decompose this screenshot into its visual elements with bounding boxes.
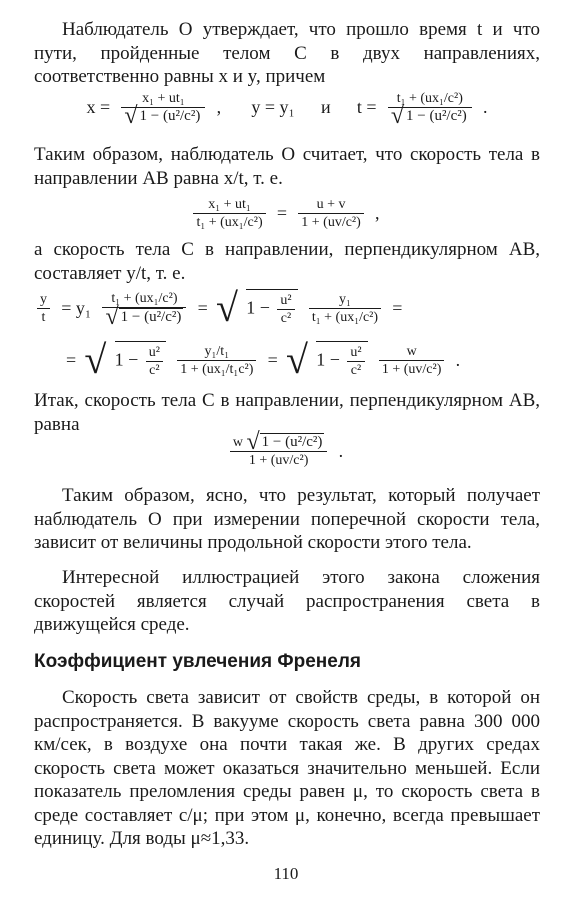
- fraction-1: $\frac{\text{x₁ + ut₁}}{\text{t₁ + (ux₁/c²)}}$: [193, 196, 265, 231]
- fraction-x-denominator: √ 1 − (u²/c²): [124, 103, 201, 130]
- paragraph-conclusion: Таким образом, ясно, что результат, который получает наблюдатель O при измерении поперечной скорости тела, зависит от величины продольной скорости этого тела.: [34, 485, 540, 553]
- sqrt-x-radicand: 1 − (u²/c²): [139, 108, 201, 125]
- fraction-x-numerator: x₁ + ut₁: [121, 90, 205, 108]
- formula-y-eq: y = y₁: [251, 97, 295, 118]
- paragraph-illustration: Интересной иллюстрацией этого закона сложения скоростей является случай распространения света в движущейся среде.: [34, 567, 540, 635]
- formula-transverse-2: = √ 1 − $\frac{\text{u²}}{\text{c²}}$ $\frac{\text{y₁/t₁}}{\text{1 + (ux₁/t₁c²)}}$ = √ 1 − $\frac{\text{u²}}{\text{c²}}$ $\frac{w}{\text{1 + (uv/c²)}}$ .: [66, 337, 461, 382]
- formula-x-lhs: x =: [86, 97, 111, 118]
- paragraph-perpendicular-speed: а скорость тела C в направлении, перпендикулярном AB, составляет y/t, т. е.: [34, 239, 540, 284]
- section-heading: Коэффициент увлечения Френеля: [34, 651, 361, 672]
- fraction-x: [121, 90, 205, 130]
- formula-lorentz-transform: x = $\frac{\text{x₁ + ut₁}}{\text{√ 1 − (u²/c²)}}$ , y = y₁ и t = $\frac{\text{t₁ + (ux₁/c²)}}{\text{√ 1 − (u²/c²)}}$ .: [86, 91, 488, 130]
- paragraph-result-speed: Итак, скорость тела C в направлении, перпендикулярном AB, равна: [34, 390, 540, 435]
- formula-velocity-addition: $\frac{\text{x₁ + ut₁}}{\text{t₁ + (ux₁/c²)}}$ = $\frac{u + v}{\text{1 + (uv/c²)}}$ ,: [34, 196, 540, 231]
- fraction-2: $\frac{u + v}{\text{1 + (uv/c²)}}$: [298, 196, 364, 231]
- fraction-t: [388, 90, 472, 130]
- fraction-t-numerator: t₁ + (ux₁/c²): [388, 90, 472, 108]
- paragraph-observer-intro: Наблюдатель O утверждает, что прошло время t и что пути, пройденные телом C в двух направлениях, соответственно равны x и y, причем: [34, 19, 540, 87]
- formula-and: и: [321, 97, 331, 118]
- page-number: 110: [273, 864, 299, 883]
- formula-transverse-result: $\frac{\text{w √ 1 − (u²/c²)}}{\text{1 + (uv/c²)}}$ .: [34, 434, 540, 469]
- paragraph-light-speed: Скорость света зависит от свойств среды, в которой он распространяется. В вакууме скорость света равна 300 000 км/сек, в воздухе она почти такая же. В других средах скорость света может оказаться значительно меньшей. Если показатель преломления среды равен μ, то скорость света в среде составляет c/μ; при этом μ, конечно, всегда превышает единицу. Для воды μ≈1,33.: [34, 687, 540, 849]
- fraction-t-denominator: √ 1 − (u²/c²): [390, 103, 467, 130]
- paragraph-speed-ab: Таким образом, наблюдатель O считает, что скорость тела в направлении AB равна x/t, т. е.: [34, 144, 540, 189]
- sqrt-t-radicand: 1 − (u²/c²): [405, 108, 467, 125]
- formula-t-lhs: t =: [356, 97, 377, 118]
- formula-transverse-1: $\frac{y}{t}$ = y₁ $\frac{\text{t₁ + (ux₁/c²)}}{\text{√ 1 − (u²/c²)}}$ = √ 1 − $\frac{\text{u²}}{\text{c²}}$ $\frac{\text{y₁}}{\text{t₁ + (ux₁/c²)}}$ =: [34, 288, 540, 328]
